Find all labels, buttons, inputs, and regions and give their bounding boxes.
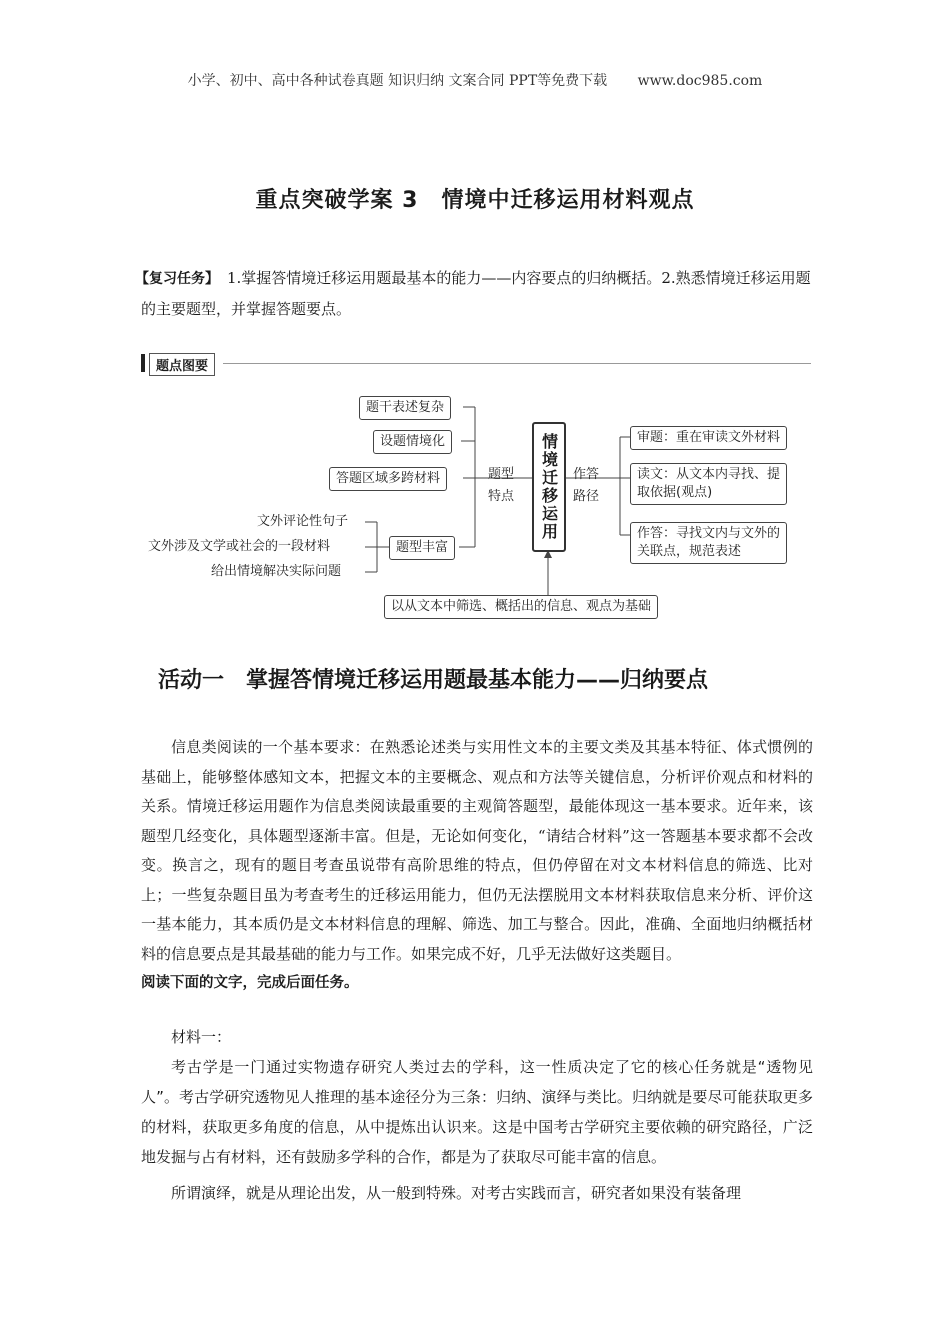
review-task-label: 【复习任务】	[135, 271, 219, 287]
material-label: 材料一：	[171, 1028, 232, 1046]
mind-map	[130, 390, 820, 620]
material-paragraph-1: 考古学是一门通过实物遗存研究人类过去的学科，这一性质决定了它的核心任务就是“透物见人”。考古学研究透物见人推理的基本途径分为三条：归纳、演绎与类比。归纳就是要尽可能获取更多的材料，获取更多角度的信息，从中提炼出认识来。这是中国考古学研究主要依赖的研究路径，广泛地发掘与占有材料，还有鼓励多学科的合作，都是为了获取尽可能丰富的信息。	[141, 1058, 813, 1166]
section-divider	[223, 363, 811, 364]
center-node: 情境迁移运用	[532, 422, 566, 552]
left-item-1: 题干表述复杂	[359, 396, 451, 420]
left-group-box: 题型丰富	[389, 536, 455, 560]
right-branch-label: 作答 路径	[573, 467, 600, 504]
right-item-1: 审题：重在审读文外材料	[630, 426, 787, 450]
page-header	[0, 70, 950, 90]
header-text: 小学、初中、高中各种试卷真题 知识归纳 文案合同 PPT等免费下载	[187, 73, 608, 89]
section-label: 题点图要	[149, 353, 215, 376]
left-item-2: 设题情境化	[373, 430, 452, 454]
material-paragraph-2: 所谓演绎，就是从理论出发，从一般到特殊。对考古实践而言，研究者如果没有装备理	[171, 1184, 742, 1202]
left-group-item-3: 给出情境解决实际问题	[211, 564, 342, 579]
left-group-item-2: 文外涉及文学或社会的一段材料	[148, 539, 331, 554]
mind-map-connectors	[130, 390, 820, 620]
reading-instruction: 阅读下面的文字，完成后面任务。	[141, 975, 359, 991]
section-header	[141, 352, 811, 374]
bottom-base-box: 以从文本中筛选、概括出的信息、观点为基础	[384, 595, 658, 619]
review-task-text: 1.掌握答情境迁移运用题最基本的能力——内容要点的归纳概括。2.熟悉情境迁移运用题的主要题型，并掌握答题要点。	[141, 269, 811, 318]
page-title: 重点突破学案 3 情境中迁移运用材料观点	[255, 188, 695, 213]
right-item-2: 读文：从文本内寻找、提 取依据(观点)	[630, 463, 787, 505]
body-text	[141, 733, 813, 999]
review-task	[135, 263, 813, 324]
left-group-item-1: 文外评论性句子	[257, 514, 349, 529]
left-branch-label: 题型 特点	[488, 467, 515, 504]
material-one	[141, 1022, 813, 1208]
right-item-3: 作答：寻找文内与文外的 关联点，规范表述	[630, 522, 787, 564]
header-url[interactable]: www.doc985.com	[637, 73, 763, 89]
section-tick	[141, 354, 145, 372]
activity-heading: 活动一 掌握答情境迁移运用题最基本能力——归纳要点	[158, 668, 709, 693]
left-item-3: 答题区域多跨材料	[329, 467, 447, 491]
body-paragraph: 信息类阅读的一个基本要求：在熟悉论述类与实用性文本的主要文类及其基本特征、体式惯例的基础上，能够整体感知文本，把握文本的主要概念、观点和方法等关键信息，分析评价观点和材料的关系。情境迁移运用题作为信息类阅读最重要的主观简答题型，最能体现这一基本要求。近年来，该题型几经变化，具体题型逐渐丰富。但是，无论如何变化，“请结合材料”这一答题基本要求都不会改变。换言之，现有的题目考查虽说带有高阶思维的特点，但仍停留在对文本材料信息的筛选、比对上；一些复杂题目虽为考查考生的迁移运用能力，但仍无法摆脱用文本材料获取信息来分析、评价这一基本能力，其本质仍是文本材料信息的理解、筛选、加工与整合。因此，准确、全面地归纳概括材料的信息要点是其最基础的能力与工作。如果完成不好，几乎无法做好这类题目。	[141, 738, 813, 963]
